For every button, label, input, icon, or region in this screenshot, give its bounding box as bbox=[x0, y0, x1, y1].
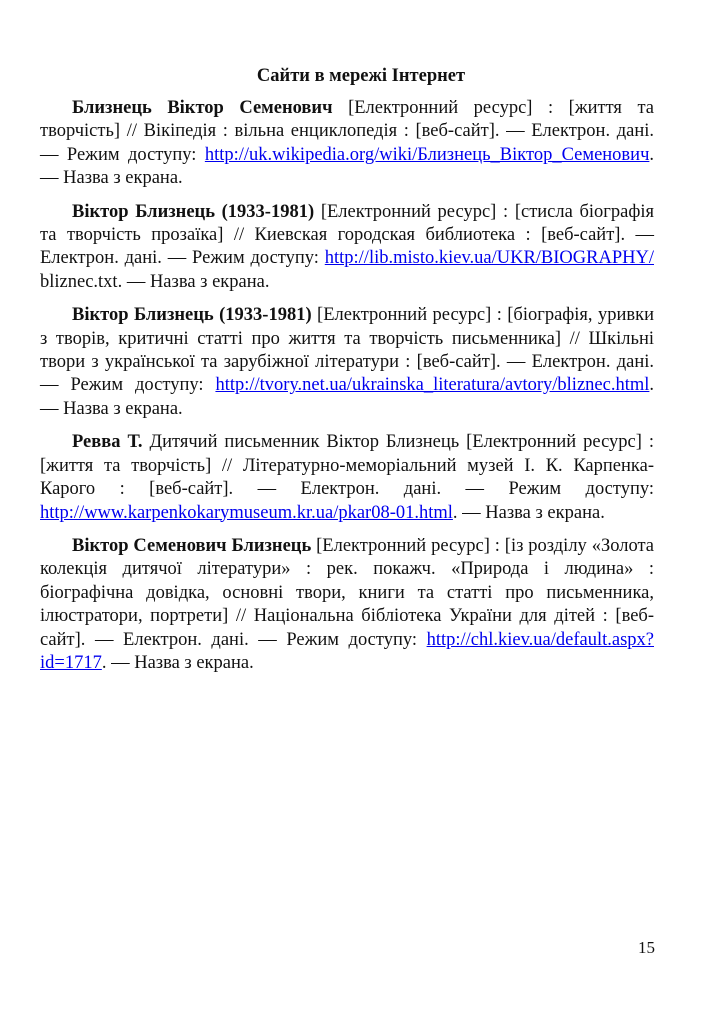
entry-author: Віктор Семенович Близнець bbox=[72, 535, 312, 556]
entry-trailer: . — Назва з екрана. bbox=[40, 375, 654, 419]
entry-trailer: . — Назва з екрана. bbox=[452, 502, 605, 523]
entry-trailer: bliznec.txt. — Назва з екрана. bbox=[40, 271, 270, 292]
entry-description: [Електронний ресурс] : [життя та творчість] // Вікіпедія : вільна енциклопедія : [веб-сайт]. — Електрон. дані. — Режим доступу: bbox=[40, 98, 655, 165]
entry-author: Ревва Т. bbox=[72, 432, 143, 453]
entry-description: [Електронний ресурс] : [стисла біографія та творчість прозаїка] // Киевская городская библиотека : [веб-сайт]. — Електрон. дані. — Режим доступу: bbox=[40, 201, 654, 269]
entry-url-link[interactable]: http://www.karpenkokarymuseum.kr.ua/pkar08-01.html bbox=[40, 502, 453, 523]
bibliography-entry bbox=[40, 97, 654, 191]
entry-author: Близнець Віктор Семенович bbox=[72, 98, 333, 118]
entry-description: Дитячий письменник Віктор Близнець [Електронний ресурс] : [життя та творчість] // Літературно-меморіальний музей І. К. Карпенка-Карого : [веб-сайт]. — Електрон. дані. — Режим доступу: bbox=[40, 432, 654, 500]
entry-author: Віктор Близнець (1933-1981) bbox=[72, 305, 312, 326]
bibliography-entry bbox=[40, 431, 654, 525]
entry-trailer: . — Назва з екрана. bbox=[40, 144, 654, 189]
page-number: 15 bbox=[638, 938, 655, 957]
bibliography-entry bbox=[40, 201, 654, 295]
bibliography-entry bbox=[40, 304, 654, 421]
entry-url-link[interactable]: http://uk.wikipedia.org/wiki/Близнець_Віктор_Семенович bbox=[204, 144, 650, 165]
bibliography-entry bbox=[40, 535, 654, 675]
entry-description: [Електронний ресурс] : [біографія, уривки з творів, критичні статті про життя та творчість письменника] // Шкільні твори з української та зарубіжної літератури : [веб-сайт]. — Електрон. дані. — Режим доступу: bbox=[40, 305, 654, 396]
entry-trailer: . — Назва з екрана. bbox=[101, 652, 254, 673]
entry-url-link[interactable]: http://chl.kiev.ua/default.aspx?id=1717 bbox=[40, 629, 654, 673]
entry-author: Віктор Близнець (1933-1981) bbox=[72, 201, 315, 222]
bibliography-list bbox=[40, 97, 654, 685]
section-heading: Сайти в мережі Інтернет bbox=[256, 66, 466, 86]
entry-url-link[interactable]: http://lib.misto.kiev.ua/UKR/BIOGRAPHY/ bbox=[324, 248, 654, 269]
entry-description: [Електронний ресурс] : [із розділу «Золота колекція дитячої літератури» : рек. покажч. «Природа і людина» : біографічна довідка, основні твори, книги та статті про письменника, ілюстратори, портрети] // Національна бібліотека України для дітей : [веб-сайт]. — Електрон. дані. — Режим доступу: bbox=[40, 535, 654, 650]
entry-url-link[interactable]: http://tvory.net.ua/ukrainska_literatura/avtory/bliznec.html bbox=[215, 375, 650, 396]
